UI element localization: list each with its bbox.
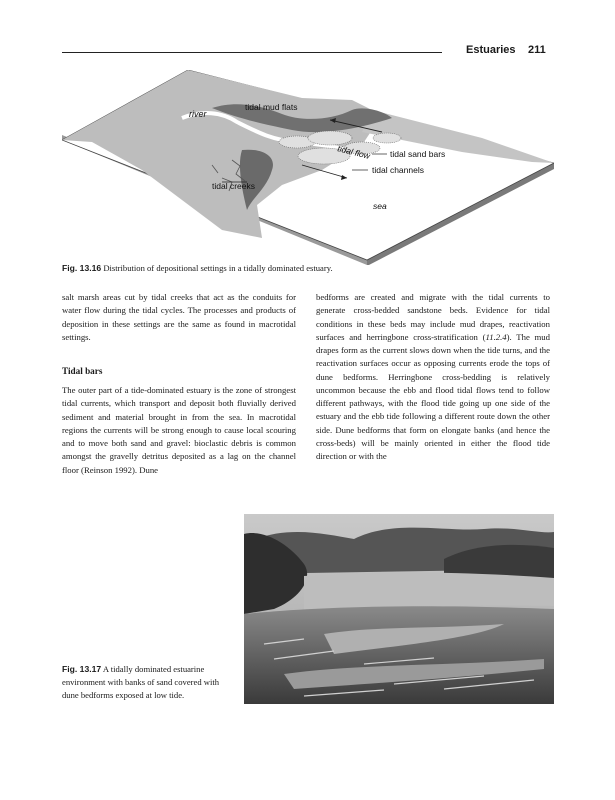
figure-13-16-caption-text: Distribution of depositional settings in a tidally dominated estuary. bbox=[103, 263, 333, 273]
figure-13-16-caption bbox=[62, 262, 542, 275]
label-tidal-sand-bars: tidal sand bars bbox=[390, 149, 446, 159]
label-tidal-mud-flats: tidal mud flats bbox=[245, 102, 298, 112]
paragraph-bedforms bbox=[316, 291, 550, 463]
estuary-block-diagram bbox=[62, 70, 554, 265]
sand-bar-2 bbox=[308, 131, 352, 145]
label-sea: sea bbox=[373, 201, 387, 211]
paragraph-salt-marsh: salt marsh areas cut by tidal creeks that act as the conduits for water flow during the tidal cycles. The processes and products of deposition in these settings are the same as found in macrotidal settings. bbox=[62, 292, 296, 342]
label-river: river bbox=[189, 109, 207, 119]
bedforms-text-b: ). The mud drapes form as the current slows down when the tide turns, and the reactivation surfaces occur as opposing currents erode the tops of dune bedforms. Herringbone cross-bedding is relatively uncommon because the ebb and flood tidal flows tend to follow different pathways, with the flood tide going up one side of the estuary and the ebb tide following a different route down the other side. Dune bedforms that form on elongate banks (and hence the cross-beds) will be mainly oriented in either the flood tide direction or with the bbox=[316, 331, 550, 461]
photo-sandflats bbox=[244, 606, 554, 704]
figure-13-17-caption-text: A tidally dominated estuarine environment with banks of sand covered with dune bedforms exposed at low tide. bbox=[62, 664, 220, 700]
cross-reference-link[interactable]: 11.2.4 bbox=[485, 331, 507, 342]
section-heading-tidal-bars: Tidal bars bbox=[62, 366, 103, 376]
figure-13-17-caption bbox=[62, 663, 222, 702]
label-tidal-flow: tidal flow bbox=[336, 143, 372, 161]
text-column-left bbox=[62, 291, 296, 477]
figure-13-17-label: Fig. 13.17 bbox=[62, 664, 102, 674]
figure-13-16-label: Fig. 13.16 bbox=[62, 263, 102, 273]
page-number: 211 bbox=[528, 44, 546, 56]
sand-bar-5 bbox=[373, 133, 401, 143]
header-rule bbox=[62, 52, 442, 53]
running-header-title: Estuaries bbox=[466, 44, 516, 56]
label-tidal-channels: tidal channels bbox=[372, 165, 424, 175]
estuary-photograph bbox=[244, 514, 554, 704]
label-tidal-creeks: tidal creeks bbox=[212, 181, 255, 191]
bedforms-text-a: bedforms are created and migrate with the tidal currents to generate cross-bedded sandstone beds. Evidence for tidal conditions in these beds may include mud drapes, reactivation surfaces and herringbone cross-stratification ( bbox=[316, 292, 550, 342]
text-column-right bbox=[316, 291, 550, 463]
paragraph-tidal-bars: The outer part of a tide-dominated estuary is the zone of strongest tidal currents, which transport and deposit both fluvially derived sediment and material brought in from the sea. In macrotidal regions the currents will be strong enough to cause local scouring and to move both sand and gravel: bioclastic debris is common amongst the gravelly detritus deposited as a lag on the channel floor (Reinson 1992). Dune bbox=[62, 385, 296, 475]
